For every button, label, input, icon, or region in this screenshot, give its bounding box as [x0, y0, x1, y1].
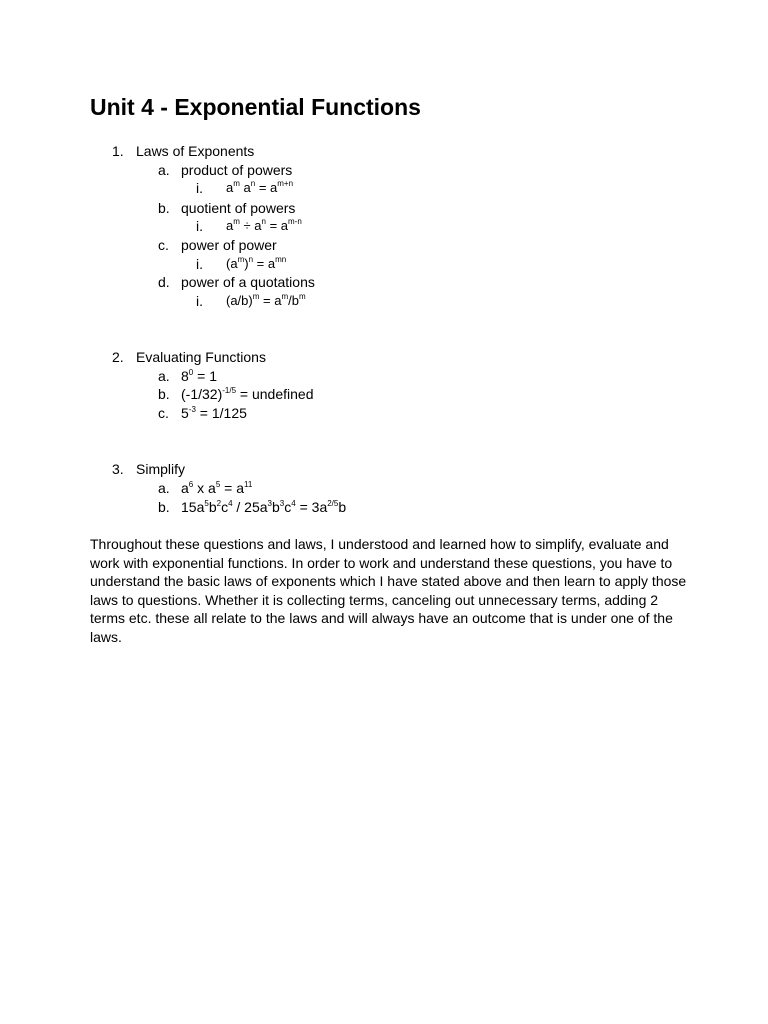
- list-text: quotient of powers: [181, 200, 296, 216]
- math-expression: $a^m$ $a^n = a^{m+n}$: [226, 179, 294, 195]
- section-heading: Laws of Exponents: [136, 143, 255, 159]
- section-heading: Simplify: [136, 461, 186, 477]
- list-marker: i.: [196, 256, 203, 272]
- list-marker: c.: [158, 405, 169, 421]
- math-expression: $(-1/32)^{-1/5}$ = undefined: [181, 386, 314, 402]
- list-marker: i.: [196, 293, 203, 309]
- list-marker: i.: [196, 218, 203, 234]
- list-marker: i.: [196, 180, 203, 196]
- list-marker: c.: [158, 237, 169, 253]
- list-marker: a.: [158, 162, 170, 178]
- list-marker: d.: [158, 274, 170, 290]
- math-expression: $a^6$ x $a^5 = a^{11}$: [181, 480, 253, 496]
- list-text: product of powers: [181, 162, 293, 178]
- math-expression: $(a/b)^m = a^m/b^m$: [226, 292, 306, 308]
- list-marker: a.: [158, 480, 170, 496]
- list-marker: b.: [158, 386, 170, 402]
- list-text: power of a quotations: [181, 274, 315, 290]
- list-marker: 2.: [112, 349, 124, 365]
- list-marker: b.: [158, 499, 170, 515]
- list-text: power of power: [181, 237, 277, 253]
- list-marker: a.: [158, 368, 170, 384]
- list-marker: b.: [158, 200, 170, 216]
- math-expression: $(a^m)^n = a^{mn}$: [226, 255, 287, 271]
- list-marker: 3.: [112, 461, 124, 477]
- list-marker: 1.: [112, 143, 124, 159]
- math-expression: $a^m \div a^n = a^{m-n}$: [226, 217, 302, 233]
- math-expression: $8^0 = 1$: [181, 368, 217, 384]
- document-title: Unit 4 - Exponential Functions: [90, 94, 421, 120]
- math-expression: $15a^5b^2c^4 / 25a^3b^3c^4 = 3a^{2/5}b$: [181, 499, 347, 515]
- math-expression: $5^{-3} = 1/125$: [181, 405, 247, 421]
- summary-paragraph: Throughout these questions and laws, I understood and learned how to simplify, evaluate and work with exponential functions. In order to work and understand these questions, you have to understand the basic laws of exponents which I have stated above and then learn to apply those laws to questions. Whether it is collecting terms, canceling out unnecessary terms, adding 2 terms etc. these all relate to the laws and will always have an outcome that is under one of the laws.: [90, 536, 687, 645]
- section-heading: Evaluating Functions: [136, 349, 266, 365]
